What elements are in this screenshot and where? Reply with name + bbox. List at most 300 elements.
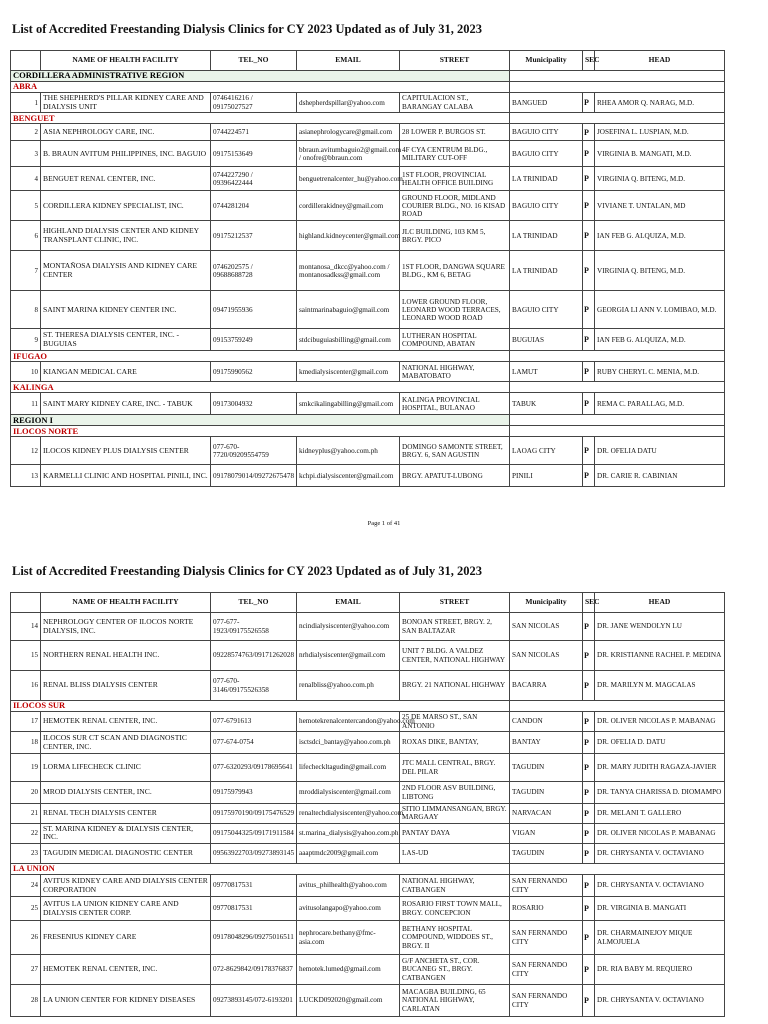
municipality: LA TRINIDAD: [510, 221, 583, 251]
head: DR. OLIVER NICOLAS P. MABANAG: [595, 712, 725, 732]
row-number: 1: [11, 93, 41, 113]
province-filler: [510, 426, 725, 437]
telephone: 0744224571: [211, 124, 297, 141]
page-footer: Page 1 of 41: [367, 520, 401, 527]
head: VIRGINIA B. MANGATI, M.D.: [595, 141, 725, 167]
head: DR. CHRYSANTA V. OCTAVIANO: [595, 875, 725, 897]
table-row: [11, 875, 725, 897]
street: CAPITULACION ST., BARANGAY CALABA: [400, 93, 510, 113]
head: DR. CHARMAINEJOY MIQUE ALMOJUELA: [595, 921, 725, 955]
street: MACAGBA BUILDING, 65 NATIONAL HIGHWAY, CARLATAN: [400, 985, 510, 1017]
sector: P: [583, 897, 595, 921]
row-number: 9: [11, 329, 41, 351]
telephone: 09178048296/09275016511: [211, 921, 297, 955]
table-row: [11, 362, 725, 382]
region-label: CORDILLERA ADMINISTRATIVE REGION: [11, 71, 510, 82]
row-number: 11: [11, 393, 41, 415]
sector: P: [583, 955, 595, 985]
facility-name: ST. THERESA DIALYSIS CENTER, INC. - BUGUIAS: [41, 329, 211, 351]
sector: P: [583, 875, 595, 897]
telephone: 0746202575 / 09688688728: [211, 251, 297, 291]
municipality: LA TRINIDAD: [510, 251, 583, 291]
sector: P: [583, 754, 595, 782]
row-number: 10: [11, 362, 41, 382]
email: mroddialysiscenter@gmail.com: [297, 782, 400, 804]
email: hemotek.lumed@gmail.com: [297, 955, 400, 985]
street: NATIONAL HIGHWAY, CATBANGEN: [400, 875, 510, 897]
facility-name: AVITUS LA UNION KIDNEY CARE AND DIALYSIS CENTER CORP.: [41, 897, 211, 921]
email: ncindialysiscenter@yahoo.com: [297, 613, 400, 641]
table-row: [11, 641, 725, 671]
telephone: 077-670-3146/09175526358: [211, 671, 297, 701]
facility-name: NORTHERN RENAL HEALTH INC.: [41, 641, 211, 671]
head: DR. MARILYN M. MAGCALAS: [595, 671, 725, 701]
sector: P: [583, 671, 595, 701]
sector: P: [583, 393, 595, 415]
head: DR. OLIVER NICOLAS P. MABANAG: [595, 823, 725, 843]
row-number: 22: [11, 823, 41, 843]
column-header: EMAIL: [297, 51, 400, 71]
telephone: 077-6791613: [211, 712, 297, 732]
municipality: BAGUIO CITY: [510, 141, 583, 167]
municipality: BANGUED: [510, 93, 583, 113]
head: VIVIANE T. UNTALAN, MD: [595, 191, 725, 221]
head: DR. OFELIA D. DATU: [595, 732, 725, 754]
street: NATIONAL HIGHWAY, MABATOBATO: [400, 362, 510, 382]
telephone: 09175212537: [211, 221, 297, 251]
row-number: 14: [11, 613, 41, 641]
province-label: KALINGA: [11, 382, 510, 393]
province-label: ABRA: [11, 82, 510, 93]
email: stdcibuguiasbilling@gmail.com: [297, 329, 400, 351]
table-row: [11, 465, 725, 487]
province-header-row: [11, 351, 725, 362]
municipality: SAN FERNANDO CITY: [510, 955, 583, 985]
email: montanosa_dkcc@yahoo.com / montanosadkss@gmail.com: [297, 251, 400, 291]
province-filler: [510, 701, 725, 712]
clinic-table: [10, 592, 725, 1017]
email: isctsdci_bantay@yahoo.com.ph: [297, 732, 400, 754]
street: JLC BUILDING, 103 KM 5, BRGY. PICO: [400, 221, 510, 251]
street: DOMINGO SAMONTE STREET, BRGY. 6, SAN AGUSTIN: [400, 437, 510, 465]
head: REMA C. PARALLAG, M.D.: [595, 393, 725, 415]
telephone: 0744281204: [211, 191, 297, 221]
table-row: [11, 804, 725, 824]
street: 4F CYA CENTRUM BLDG., MILITARY CUT-OFF: [400, 141, 510, 167]
municipality: ROSARIO: [510, 897, 583, 921]
municipality: TAGUDIN: [510, 754, 583, 782]
email: hemotekrenalcentercandon@yahoo.com: [297, 712, 400, 732]
num-header: [11, 593, 41, 613]
region-header-row: [11, 415, 725, 426]
table-row: [11, 141, 725, 167]
street: 25 DE MARSO ST., SAN ANTONIO: [400, 712, 510, 732]
table-row: [11, 329, 725, 351]
sector: P: [583, 251, 595, 291]
telephone: 09175044325/09171911584: [211, 823, 297, 843]
email: cordillerakidney@gmail.com: [297, 191, 400, 221]
province-header-row: [11, 113, 725, 124]
table-row: [11, 732, 725, 754]
table-row: [11, 251, 725, 291]
street: LAS-UD: [400, 844, 510, 864]
facility-name: SAINT MARINA KIDNEY CENTER INC.: [41, 291, 211, 329]
street: 28 LOWER P. BURGOS ST.: [400, 124, 510, 141]
table-row: [11, 823, 725, 843]
province-filler: [510, 864, 725, 875]
municipality: BACARRA: [510, 671, 583, 701]
table-row: [11, 844, 725, 864]
head: IAN FEB G. ALQUIZA, M.D.: [595, 221, 725, 251]
province-header-row: [11, 701, 725, 712]
province-label: ILOCOS SUR: [11, 701, 510, 712]
province-label: ILOCOS NORTE: [11, 426, 510, 437]
table-row: [11, 955, 725, 985]
facility-name: NEPHROLOGY CENTER OF ILOCOS NORTE DIALYSIS, INC.: [41, 613, 211, 641]
street: LUTHERAN HOSPITAL COMPOUND, ABATAN: [400, 329, 510, 351]
facility-name: ILOCOS KIDNEY PLUS DIALYSIS CENTER: [41, 437, 211, 465]
sector: P: [583, 362, 595, 382]
head: RHEA AMOR Q. NARAG, M.D.: [595, 93, 725, 113]
street: 2ND FLOOR ASV BUILDING, LIBTONG: [400, 782, 510, 804]
facility-name: FRESENIUS KIDNEY CARE: [41, 921, 211, 955]
street: PANTAY DAYA: [400, 823, 510, 843]
table-row: [11, 921, 725, 955]
email: smkcikalingabilling@gmail.com: [297, 393, 400, 415]
telephone: 09770817531: [211, 897, 297, 921]
row-number: 25: [11, 897, 41, 921]
telephone: 077-677-1923/09175526558: [211, 613, 297, 641]
street: BETHANY HOSPITAL COMPOUND, WIDDOES ST., BRGY. II: [400, 921, 510, 955]
province-header-row: [11, 382, 725, 393]
sector: P: [583, 141, 595, 167]
sector: P: [583, 921, 595, 955]
head: RUBY CHERYL C. MENIA, M.D.: [595, 362, 725, 382]
table-row: [11, 437, 725, 465]
row-number: 2: [11, 124, 41, 141]
street: LOWER GROUND FLOOR, LEONARD WOOD TERRACES, LEONARD WOOD ROAD: [400, 291, 510, 329]
column-header: HEAD: [595, 51, 725, 71]
province-header-row: [11, 82, 725, 93]
row-number: 18: [11, 732, 41, 754]
sector: P: [583, 613, 595, 641]
page-title: List of Accredited Freestanding Dialysis Clinics for CY 2023 Updated as of July 31, 2023: [12, 22, 483, 36]
province-label: IFUGAO: [11, 351, 510, 362]
municipality: SAN NICOLAS: [510, 641, 583, 671]
telephone: 0744227290 / 09396422444: [211, 167, 297, 191]
sector: P: [583, 985, 595, 1017]
telephone: 072-8629842/09178376837: [211, 955, 297, 985]
street: G/F ANCHETA ST., COR. BUCANEG ST., BRGY. CATBANGEN: [400, 955, 510, 985]
municipality: TABUK: [510, 393, 583, 415]
municipality: SAN NICOLAS: [510, 613, 583, 641]
head: JOSEFINA L. LUSPIAN, M.D.: [595, 124, 725, 141]
email: kchpi.dialysiscenter@gmail.com: [297, 465, 400, 487]
facility-name: HEMOTEK RENAL CENTER, INC.: [41, 712, 211, 732]
row-number: 27: [11, 955, 41, 985]
facility-name: TAGUDIN MEDICAL DIAGNOSTIC CENTER: [41, 844, 211, 864]
email: renalbliss@yahoo.com.ph: [297, 671, 400, 701]
municipality: BAGUIO CITY: [510, 191, 583, 221]
telephone: 09175970190/09175476529: [211, 804, 297, 824]
street: 1ST FLOOR, PROVINCIAL HEALTH OFFICE BUILDING: [400, 167, 510, 191]
province-filler: [510, 82, 725, 93]
telephone: 09770817531: [211, 875, 297, 897]
municipality: SAN FERNANDO CITY: [510, 985, 583, 1017]
column-header: STREET: [400, 51, 510, 71]
facility-name: ST. MARINA KIDNEY & DIALYSIS CENTER, INC.: [41, 823, 211, 843]
municipality: VIGAN: [510, 823, 583, 843]
province-filler: [510, 113, 725, 124]
column-header: Municipality: [510, 593, 583, 613]
municipality: BANTAY: [510, 732, 583, 754]
sector: P: [583, 93, 595, 113]
email: kidneyplus@yahoo.com.ph: [297, 437, 400, 465]
sector: P: [583, 782, 595, 804]
row-number: 6: [11, 221, 41, 251]
telephone: 09173004932: [211, 393, 297, 415]
telephone: 077-670-7720/09209554759: [211, 437, 297, 465]
telephone: 09228574763/09171262028: [211, 641, 297, 671]
telephone: 09273893145/072-6193201: [211, 985, 297, 1017]
email: LUCKD092020@gmail.com: [297, 985, 400, 1017]
head: GEORGIA LI ANN V. LOMIBAO, M.D.: [595, 291, 725, 329]
street: JTC MALL CENTRAL, BRGY. DEL PILAR: [400, 754, 510, 782]
municipality: TAGUDIN: [510, 782, 583, 804]
table-row: [11, 167, 725, 191]
telephone: 09175153649: [211, 141, 297, 167]
row-number: 19: [11, 754, 41, 782]
table-row: [11, 191, 725, 221]
street: KALINGA PROVINCIAL HOSPITAL, BULANAO: [400, 393, 510, 415]
row-number: 4: [11, 167, 41, 191]
municipality: SAN FERNANDO CITY: [510, 921, 583, 955]
municipality: BAGUIO CITY: [510, 291, 583, 329]
telephone: 09563922703/09273893145: [211, 844, 297, 864]
head: DR. RIA BABY M. REQUIERO: [595, 955, 725, 985]
facility-name: B. BRAUN AVITUM PHILIPPINES, INC. BAGUIO: [41, 141, 211, 167]
head: IAN FEB G. ALQUIZA, M.D.: [595, 329, 725, 351]
row-number: 23: [11, 844, 41, 864]
row-number: 20: [11, 782, 41, 804]
head: DR. CHRYSANTA V. OCTAVIANO: [595, 844, 725, 864]
facility-name: ILOCOS SUR CT SCAN AND DIAGNOSTIC CENTER, INC.: [41, 732, 211, 754]
province-header-row: [11, 864, 725, 875]
street: BRGY. APATUT-LUBONG: [400, 465, 510, 487]
column-header: STREET: [400, 593, 510, 613]
head: DR. TANYA CHARISSA D. DIOMAMPO: [595, 782, 725, 804]
table-row: [11, 393, 725, 415]
email: st.marina_dialysis@yahoo.com.ph: [297, 823, 400, 843]
telephone: 09175990562: [211, 362, 297, 382]
row-number: 17: [11, 712, 41, 732]
province-filler: [510, 382, 725, 393]
table-header-row: [11, 51, 725, 71]
sector: P: [583, 329, 595, 351]
table-row: [11, 985, 725, 1017]
page-title: List of Accredited Freestanding Dialysis Clinics for CY 2023 Updated as of July 31, 2023: [12, 564, 483, 578]
facility-name: MONTAÑOSA DIALYSIS AND KIDNEY CARE CENTER: [41, 251, 211, 291]
email: lifecheckltagudin@gmail.com: [297, 754, 400, 782]
row-number: 7: [11, 251, 41, 291]
street: SITIO LIMMANSANGAN, BRGY. MARGAAY: [400, 804, 510, 824]
municipality: PINILI: [510, 465, 583, 487]
row-number: 26: [11, 921, 41, 955]
head: VIRGINIA Q. BITENG, M.D.: [595, 251, 725, 291]
telephone: 09153759249: [211, 329, 297, 351]
street: GROUND FLOOR, MIDLAND COURIER BLDG., NO. 16 KISAD ROAD: [400, 191, 510, 221]
facility-name: LA UNION CENTER FOR KIDNEY DISEASES: [41, 985, 211, 1017]
num-header: [11, 51, 41, 71]
column-header: SEC: [583, 593, 595, 613]
email: kmedialysiscenter@gmail.com: [297, 362, 400, 382]
table-row: [11, 712, 725, 732]
email: highland.kidneycenter@gmail.com: [297, 221, 400, 251]
row-number: 21: [11, 804, 41, 824]
head: DR. CHRYSANTA V. OCTAVIANO: [595, 985, 725, 1017]
province-label: BENGUET: [11, 113, 510, 124]
province-filler: [510, 351, 725, 362]
column-header: HEAD: [595, 593, 725, 613]
facility-name: BENGUET RENAL CENTER, INC.: [41, 167, 211, 191]
facility-name: RENAL TECH DIALYSIS CENTER: [41, 804, 211, 824]
sector: P: [583, 844, 595, 864]
sector: P: [583, 465, 595, 487]
column-header: TEL_NO: [211, 593, 297, 613]
table-header-row: [11, 593, 725, 613]
column-header: NAME OF HEALTH FACILITY: [41, 593, 211, 613]
sector: P: [583, 712, 595, 732]
municipality: NARVACAN: [510, 804, 583, 824]
sector: P: [583, 291, 595, 329]
row-number: 3: [11, 141, 41, 167]
municipality: LAMUT: [510, 362, 583, 382]
email: bbraun.avitumbaguio2@gmail.com / onofre@bbraun.com: [297, 141, 400, 167]
municipality: BUGUIAS: [510, 329, 583, 351]
facility-name: RENAL BLISS DIALYSIS CENTER: [41, 671, 211, 701]
email: avitusolangapo@yahoo.com: [297, 897, 400, 921]
street: UNIT 7 BLDG. A VALDEZ CENTER, NATIONAL HIGHWAY: [400, 641, 510, 671]
region-header-row: [11, 71, 725, 82]
row-number: 16: [11, 671, 41, 701]
telephone: 09471955936: [211, 291, 297, 329]
head: DR. CARIE R. CABINIAN: [595, 465, 725, 487]
table-row: [11, 93, 725, 113]
municipality: CANDON: [510, 712, 583, 732]
facility-name: MROD DIALYSIS CENTER, INC.: [41, 782, 211, 804]
column-header: SEC: [583, 51, 595, 71]
province-header-row: [11, 426, 725, 437]
street: 1ST FLOOR, DANGWA SQUARE BLDG., KM 6, BETAG: [400, 251, 510, 291]
column-header: Municipality: [510, 51, 583, 71]
row-number: 24: [11, 875, 41, 897]
email: aaaptmdc2009@gmail.com: [297, 844, 400, 864]
facility-name: THE SHEPHERD'S PILLAR KIDNEY CARE AND DIALYSIS UNIT: [41, 93, 211, 113]
region-filler: [510, 415, 725, 426]
sector: P: [583, 124, 595, 141]
head: DR. MELANI T. GALLERO: [595, 804, 725, 824]
row-number: 15: [11, 641, 41, 671]
table-row: [11, 124, 725, 141]
table-row: [11, 291, 725, 329]
province-label: LA UNION: [11, 864, 510, 875]
facility-name: KARMELLI CLINIC AND HOSPITAL PINILI, INC.: [41, 465, 211, 487]
email: nrhdialysiscenter@gmail.com: [297, 641, 400, 671]
telephone: 09178079014/09272675478: [211, 465, 297, 487]
facility-name: HIGHLAND DIALYSIS CENTER AND KIDNEY TRANSPLANT CLINIC, INC.: [41, 221, 211, 251]
head: DR. MARY JUDITH RAGAZA-JAVIER: [595, 754, 725, 782]
row-number: 12: [11, 437, 41, 465]
municipality: TAGUDIN: [510, 844, 583, 864]
row-number: 8: [11, 291, 41, 329]
email: saintmarinabaguio@gmail.com: [297, 291, 400, 329]
sector: P: [583, 221, 595, 251]
street: BRGY. 21 NATIONAL HIGHWAY: [400, 671, 510, 701]
sector: P: [583, 167, 595, 191]
telephone: 077-6320293/09178695641: [211, 754, 297, 782]
sector: P: [583, 437, 595, 465]
sector: P: [583, 191, 595, 221]
facility-name: LORMA LIFECHECK CLINIC: [41, 754, 211, 782]
column-header: TEL_NO: [211, 51, 297, 71]
row-number: 5: [11, 191, 41, 221]
telephone: 09175979943: [211, 782, 297, 804]
telephone: 0746416216 / 09175027527: [211, 93, 297, 113]
region-filler: [510, 71, 725, 82]
telephone: 077-674-0754: [211, 732, 297, 754]
sector: P: [583, 641, 595, 671]
head: DR. KRISTIANNE RACHEL P. MEDINA: [595, 641, 725, 671]
street: ROSARIO FIRST TOWN MALL, BRGY. CONCEPCION: [400, 897, 510, 921]
column-header: EMAIL: [297, 593, 400, 613]
email: avitus_philhealth@yahoo.com: [297, 875, 400, 897]
facility-name: SAINT MARY KIDNEY CARE, INC. - TABUK: [41, 393, 211, 415]
municipality: BAGUIO CITY: [510, 124, 583, 141]
facility-name: ASIA NEPHROLOGY CARE, INC.: [41, 124, 211, 141]
table-row: [11, 782, 725, 804]
region-label: REGION I: [11, 415, 510, 426]
email: dshepherdspillar@yahoo.com: [297, 93, 400, 113]
head: DR. VIRGINIA B. MANGATI: [595, 897, 725, 921]
sector: P: [583, 823, 595, 843]
email: asianephrologycare@gmail.com: [297, 124, 400, 141]
municipality: LAOAG CITY: [510, 437, 583, 465]
sector: P: [583, 804, 595, 824]
street: BONOAN STREET, BRGY. 2, SAN BALTAZAR: [400, 613, 510, 641]
table-row: [11, 613, 725, 641]
email: nephrocare.bethany@fmc-asia.com: [297, 921, 400, 955]
facility-name: HEMOTEK RENAL CENTER, INC.: [41, 955, 211, 985]
facility-name: KIANGAN MEDICAL CARE: [41, 362, 211, 382]
table-row: [11, 671, 725, 701]
email: benguetrenalcenter_hu@yahoo.com: [297, 167, 400, 191]
email: renaltechdialysiscenter@yahoo.com: [297, 804, 400, 824]
table-row: [11, 754, 725, 782]
row-number: 13: [11, 465, 41, 487]
table-row: [11, 221, 725, 251]
head: DR. JANE WENDOLYN LU: [595, 613, 725, 641]
facility-name: CORDILLERA KIDNEY SPECIALIST, INC.: [41, 191, 211, 221]
head: DR. OFELIA DATU: [595, 437, 725, 465]
clinic-table: [10, 50, 725, 487]
head: VIRGINIA Q. BITENG, M.D.: [595, 167, 725, 191]
row-number: 28: [11, 985, 41, 1017]
sector: P: [583, 732, 595, 754]
facility-name: AVITUS KIDNEY CARE AND DIALYSIS CENTER CORPORATION: [41, 875, 211, 897]
municipality: LA TRINIDAD: [510, 167, 583, 191]
table-row: [11, 897, 725, 921]
column-header: NAME OF HEALTH FACILITY: [41, 51, 211, 71]
